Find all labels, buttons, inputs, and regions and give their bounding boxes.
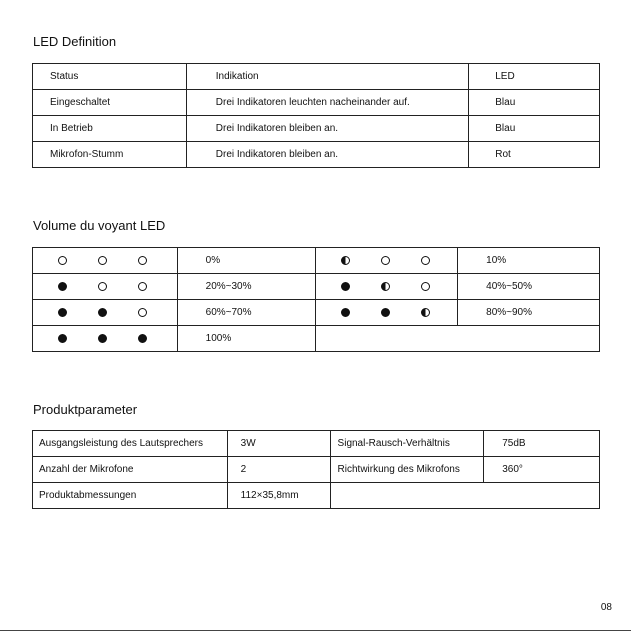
led-cell: Blau bbox=[469, 116, 600, 142]
led-dots-cell bbox=[33, 274, 178, 300]
indikation-cell: Drei Indikatoren leuchten nacheinander auf. bbox=[186, 90, 468, 116]
param-label: Anzahl der Mikrofone bbox=[33, 457, 228, 483]
empty-cell bbox=[316, 326, 600, 352]
param-value: 2 bbox=[227, 457, 330, 483]
table-row bbox=[33, 300, 600, 326]
led-dots-cell bbox=[316, 274, 458, 300]
table-row bbox=[33, 248, 600, 274]
empty-circle-icon bbox=[421, 256, 430, 265]
table-row bbox=[33, 483, 600, 509]
table-header-row bbox=[33, 64, 600, 90]
volume-level-label: 40%~50% bbox=[458, 274, 600, 300]
filled-circle-icon bbox=[58, 334, 67, 343]
led-cell: Blau bbox=[469, 90, 600, 116]
filled-circle-icon bbox=[341, 282, 350, 291]
table-row bbox=[33, 90, 600, 116]
led-definition-title: LED Definition bbox=[33, 34, 117, 49]
empty-cell bbox=[330, 483, 599, 509]
param-value: 360° bbox=[484, 457, 600, 483]
empty-circle-icon bbox=[138, 256, 147, 265]
half-filled-circle-icon bbox=[341, 256, 350, 265]
indikation-cell: Drei Indikatoren bleiben an. bbox=[186, 142, 468, 168]
status-cell: Eingeschaltet bbox=[33, 90, 187, 116]
indikation-cell: Drei Indikatoren bleiben an. bbox=[186, 116, 468, 142]
filled-circle-icon bbox=[58, 308, 67, 317]
volume-table bbox=[32, 247, 600, 352]
led-cell: Rot bbox=[469, 142, 600, 168]
status-cell: In Betrieb bbox=[33, 116, 187, 142]
volume-level-label: 100% bbox=[177, 326, 316, 352]
param-value: 3W bbox=[227, 431, 330, 457]
volume-level-label: 80%~90% bbox=[458, 300, 600, 326]
led-dots-cell bbox=[316, 248, 458, 274]
volume-level-label: 0% bbox=[177, 248, 316, 274]
filled-circle-icon bbox=[58, 282, 67, 291]
param-value: 75dB bbox=[484, 431, 600, 457]
filled-circle-icon bbox=[98, 308, 107, 317]
led-dots-cell bbox=[33, 300, 178, 326]
led-definition-table bbox=[32, 63, 600, 168]
empty-circle-icon bbox=[98, 282, 107, 291]
empty-circle-icon bbox=[138, 308, 147, 317]
empty-circle-icon bbox=[421, 282, 430, 291]
volume-level-label: 60%~70% bbox=[177, 300, 316, 326]
param-value: 112×35,8mm bbox=[227, 483, 330, 509]
table-row bbox=[33, 274, 600, 300]
param-label: Produktabmessungen bbox=[33, 483, 228, 509]
table-row bbox=[33, 116, 600, 142]
half-filled-circle-icon bbox=[381, 282, 390, 291]
led-dots-cell bbox=[33, 248, 178, 274]
header-status: Status bbox=[33, 64, 187, 90]
empty-circle-icon bbox=[381, 256, 390, 265]
filled-circle-icon bbox=[381, 308, 390, 317]
table-row bbox=[33, 457, 600, 483]
header-indikation: Indikation bbox=[186, 64, 468, 90]
param-label: Signal-Rausch-Verhältnis bbox=[330, 431, 484, 457]
volume-level-label: 10% bbox=[458, 248, 600, 274]
filled-circle-icon bbox=[98, 334, 107, 343]
filled-circle-icon bbox=[341, 308, 350, 317]
empty-circle-icon bbox=[98, 256, 107, 265]
param-label: Ausgangsleistung des Lautsprechers bbox=[33, 431, 228, 457]
led-dots-cell bbox=[316, 300, 458, 326]
volume-level-label: 20%~30% bbox=[177, 274, 316, 300]
params-title: Produktparameter bbox=[33, 402, 138, 417]
status-cell: Mikrofon-Stumm bbox=[33, 142, 187, 168]
header-led: LED bbox=[469, 64, 600, 90]
empty-circle-icon bbox=[138, 282, 147, 291]
page-number: 08 bbox=[600, 602, 612, 613]
params-table bbox=[32, 430, 600, 509]
led-dots-cell bbox=[33, 326, 178, 352]
table-row bbox=[33, 326, 600, 352]
table-row bbox=[33, 431, 600, 457]
filled-circle-icon bbox=[138, 334, 147, 343]
empty-circle-icon bbox=[58, 256, 67, 265]
table-row bbox=[33, 142, 600, 168]
half-filled-circle-icon bbox=[421, 308, 430, 317]
volume-title: Volume du voyant LED bbox=[33, 218, 166, 233]
param-label: Richtwirkung des Mikrofons bbox=[330, 457, 484, 483]
